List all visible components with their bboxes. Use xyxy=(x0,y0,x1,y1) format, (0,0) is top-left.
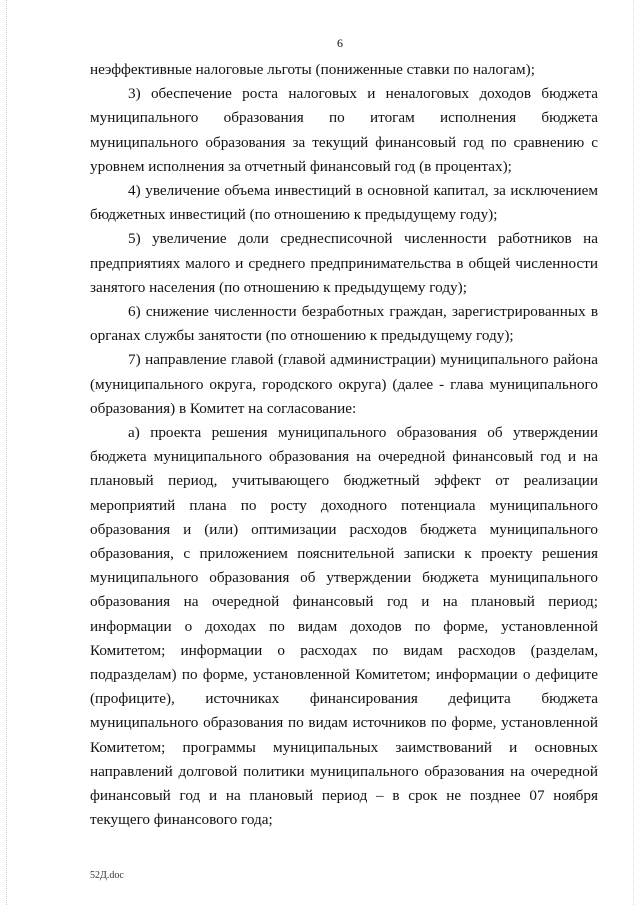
paragraph-item-4: 4) увеличение объема инвестиций в основной капитал, за исключением бюджетных инвестиций (по отношению к предыдущему году); xyxy=(90,182,598,224)
paragraph-item-5: 5) увеличение доли среднесписочной численности работников на предприятиях малого и среднего предпринимательства в общей численности занятого населения (по отношению к предыдущему году); xyxy=(90,230,598,296)
paragraph-item-7: 7) направление главой (главой администрации) муниципального района (муниципального округа, городского округа) (далее - глава муниципального образования) в Комитет на согласование: xyxy=(90,351,598,417)
paragraph-item-7a: а) проекта решения муниципального образования об утверждении бюджета муниципального образования на очередной финансовый год и на плановый период, учитывающего бюджетный эффект от реализации мероприятий плана по росту доходного потенциала муниципального образования и (или) оптимизации расходов бюджета муниципального образования, с приложением пояснительной записки к проекту решения муниципального образования об утверждении бюджета муниципального образования на очередной финансовый год и на плановый период; информации о доходах по видам доходов по форме, установленной Комитетом; информации о расходах по видам расходов (разделам, подразделам) по форме, установленной Комитетом; информации о дефиците (профиците), источниках финансирования дефицита бюджета муниципального образования по видам источников по форме, установленной Комитетом; программы муниципальных заимствований и основных направлений долговой политики муниципального образования на очередной финансовый год и на плановый период – в срок не позднее 07 ноября текущего финансового года; xyxy=(90,424,598,829)
paragraph-item-6: 6) снижение численности безработных граждан, зарегистрированных в органах службы занятости (по отношению к предыдущему году); xyxy=(90,303,598,345)
scan-edge-right xyxy=(633,0,640,905)
paragraph-continuation: неэффективные налоговые льготы (пониженные ставки по налогам); xyxy=(90,61,535,78)
paragraph-item-3: 3) обеспечение роста налоговых и неналоговых доходов бюджета муниципального образования по итогам исполнения бюджета муниципального образования за текущий финансовый год по сравнению с уровнем исполнения за отчетный финансовый год (в процентах); xyxy=(90,85,598,175)
footer-filename: 52Д.doc xyxy=(90,870,124,881)
page-number: 6 xyxy=(337,36,343,50)
document-body xyxy=(90,58,598,833)
scan-edge-left xyxy=(0,0,7,905)
